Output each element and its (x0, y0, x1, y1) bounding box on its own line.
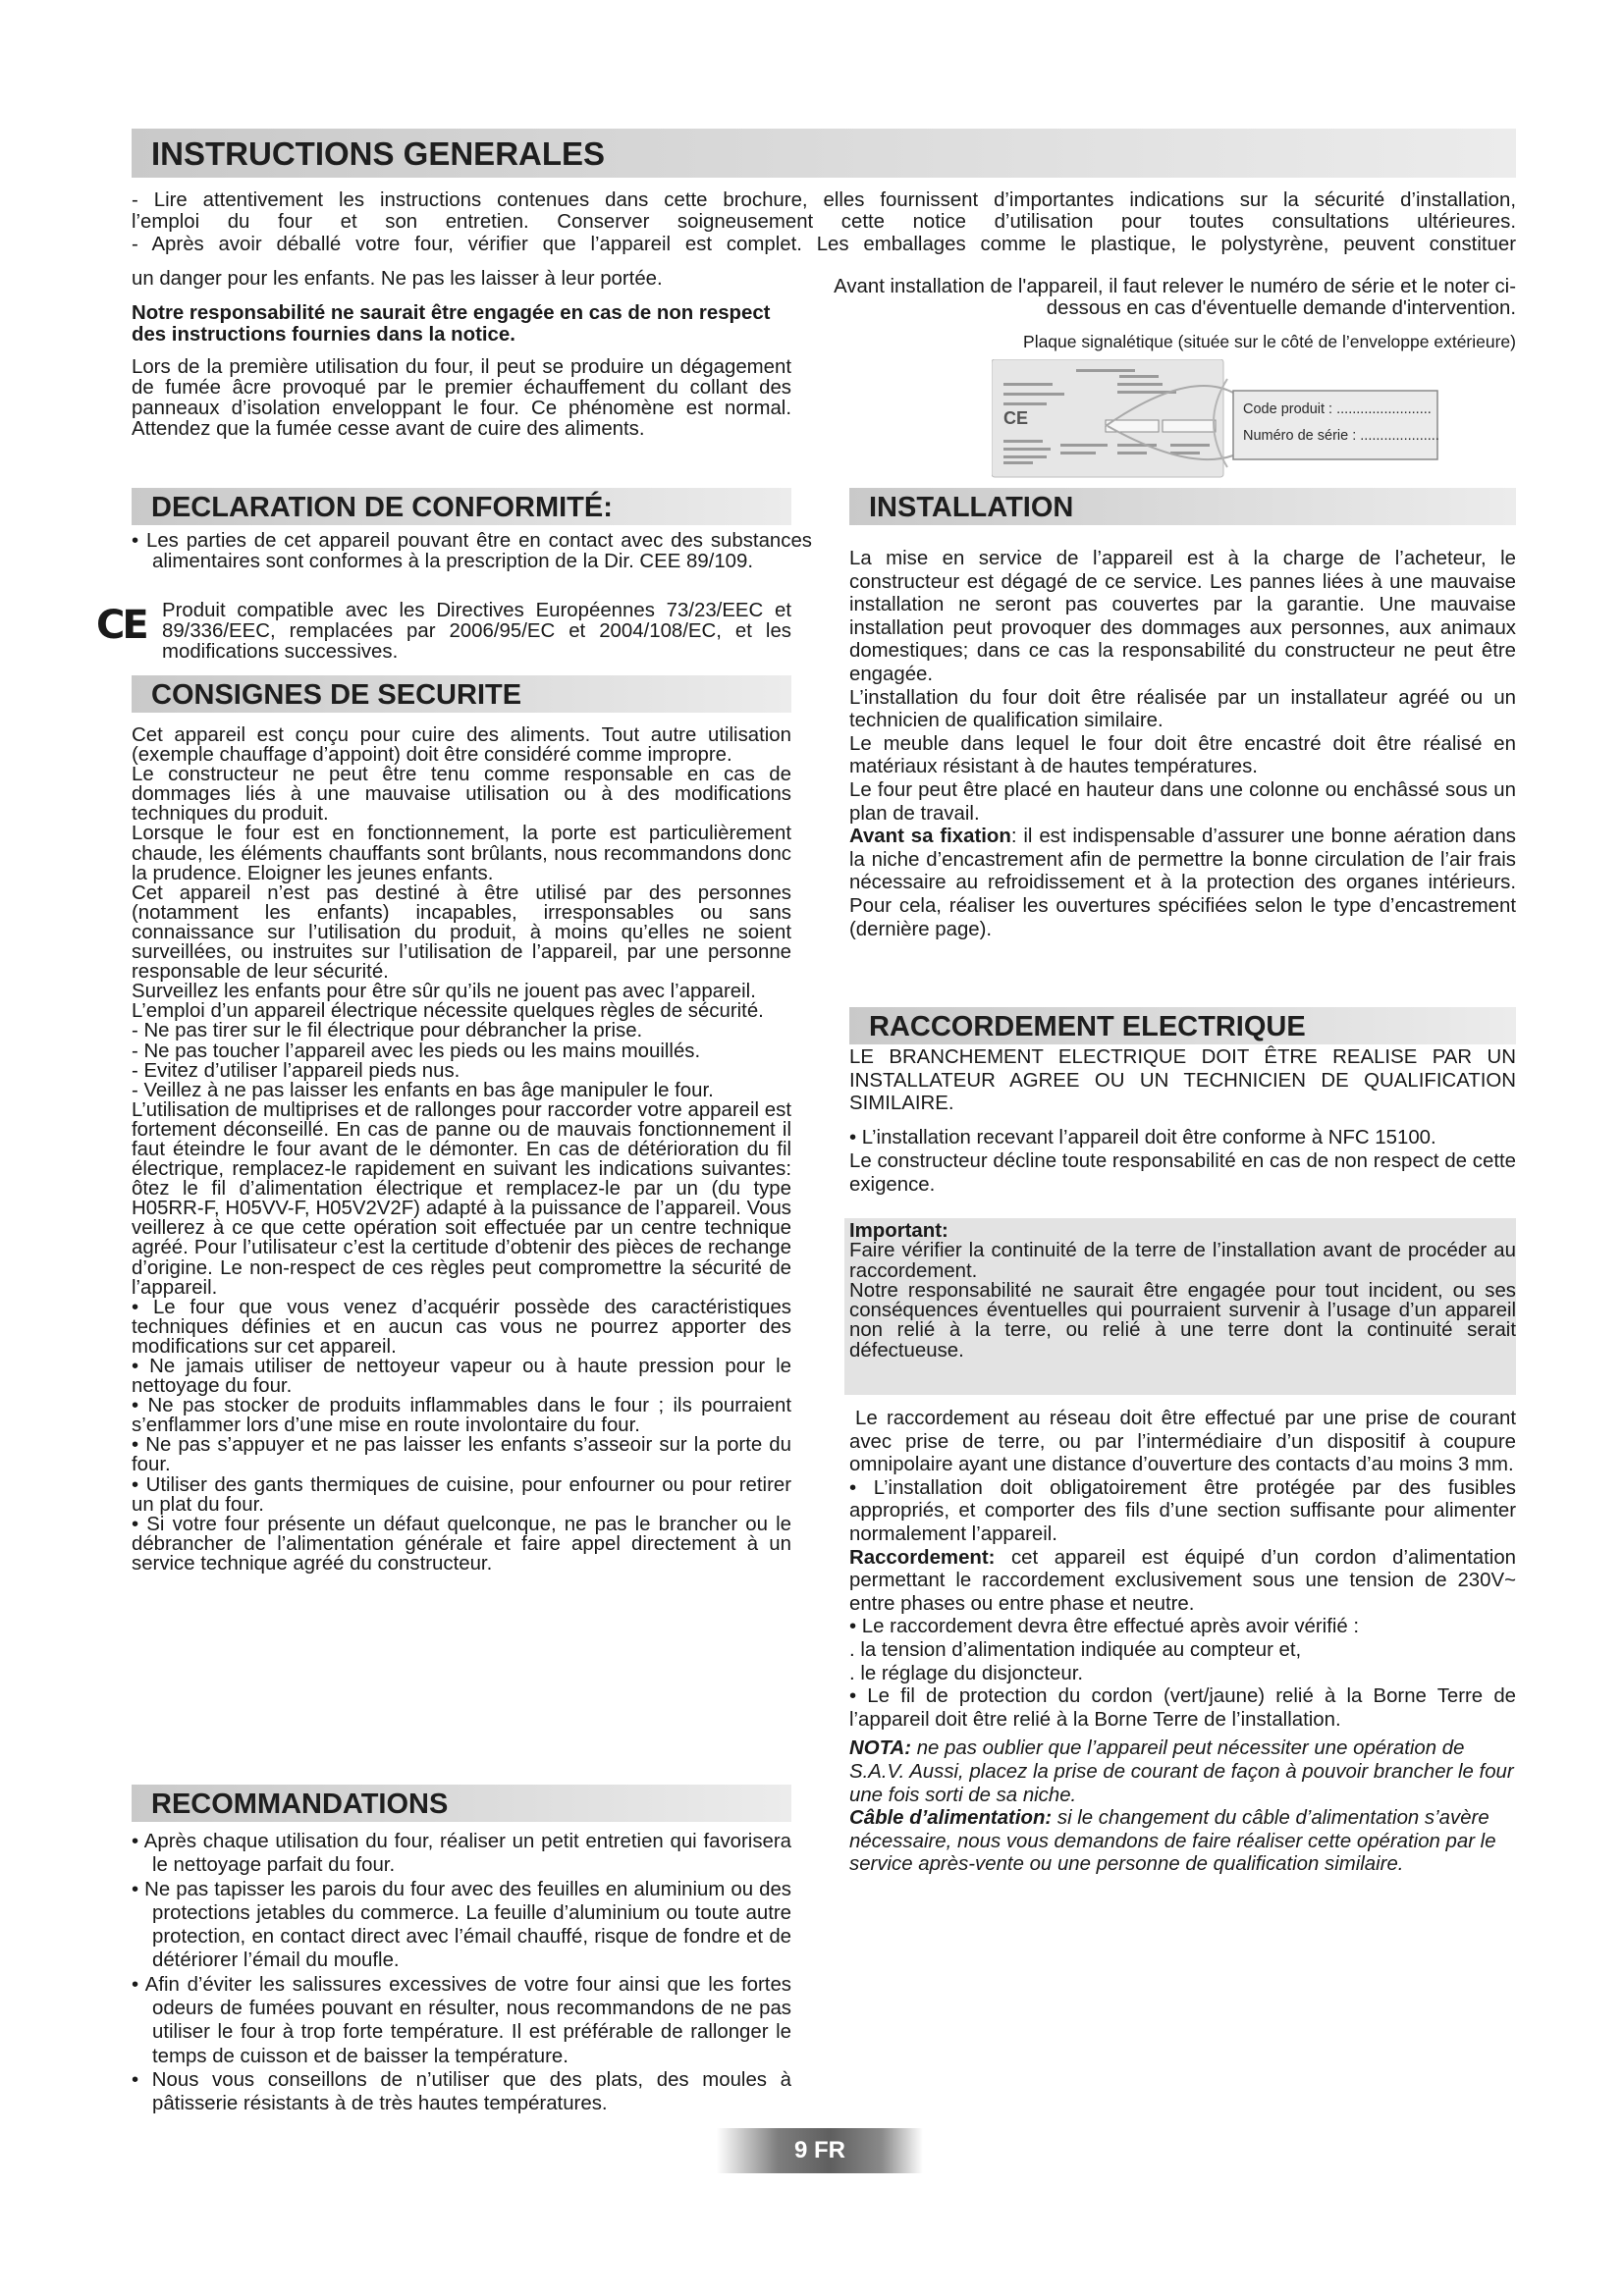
installation-p3: Le meuble dans lequel le four doit être encastré doit être réalisé en matériaux résistant à de hautes températures. (849, 732, 1516, 778)
safety-p1: Cet appareil est conçu pour cuire des aliments. Tout autre utilisation (exemple chauffage d’appoint) doit être considéré comme impropre. (132, 724, 791, 767)
electrical-cable-bold: Câble d’alimentation: (849, 1807, 1053, 1830)
electrical-verify-1: . la tension d’alimentation indiquée au compteur et, (849, 1638, 1302, 1661)
electrical-body (849, 1408, 1516, 1877)
section-header-safety: CONSIGNES DE SECURITE (132, 675, 791, 713)
installation-p1: La mise en service de l’appareil est à la charge de l’acheteur, le constructeur est dégagé de ce service. Les pannes liées à une mauvaise installation ne seront pas couvertes par la garantie. Une mauvaise installation peut provoquer des dommages aux personnes, aux animaux domestiques; dans ce cas la responsabilité du constructeur ne peut être engagée. (849, 548, 1516, 685)
general-intro-line3: - Après avoir déballé votre four, vérifier que l’appareil est complet. Les emballages comme le plastique, le polystyrène, peuvent constituer (132, 233, 1516, 255)
installation-p5-bold: Avant sa fixation (849, 826, 1011, 848)
plate-serial-label: Numéro de série : .................... (1243, 428, 1439, 444)
safety-p5: Surveillez les enfants pour être sûr qu’ils ne jouent pas avec l’appareil. (132, 981, 756, 1003)
safety-b6: • Si votre four présente un défaut quelconque, ne pas le brancher ou le débrancher de l’alimentation générale et faire appel directement à un service technique agréé du constructeur. (132, 1513, 791, 1575)
important-p2: Notre responsabilité ne saurait être engagée pour tout incident, ou ses conséquences éventuelles qui pourraient survenir à l’usage d’un appareil non relié à la terre, ou relié à une terre dont la continuité serait défectueuse. (849, 1279, 1516, 1362)
installation-p2: L’installation du four doit être réalisée par un installateur agréé ou un technicien de qualification similaire. (849, 686, 1516, 732)
plate-code-label: Code produit : ........................ (1243, 401, 1432, 417)
section-header-installation: INSTALLATION (849, 488, 1516, 525)
safety-b3: • Ne pas stocker de produits inflammables dans le four ; ils pourraient s’enflammer lors d’une mise en route involontaire du four. (132, 1395, 791, 1437)
section-header-general: INSTRUCTIONS GENERALES (132, 129, 1516, 178)
recommendation-1: • Après chaque utilisation du four, réaliser un petit entretien qui favorisera le nettoyage parfait du four. (132, 1831, 791, 1877)
rating-plate-svg (992, 359, 1439, 479)
important-title: Important: (849, 1220, 948, 1242)
electrical-cable-rest: si le changement du câble d’alimentation s’avère nécessaire, nous vous demandons de faire réaliser cette opération par le service après-vente ou une personne de qualification similaire. (849, 1807, 1496, 1876)
safety-d1: - Ne pas tirer sur le fil électrique pour débrancher la prise. (132, 1020, 643, 1042)
electrical-nota (849, 1737, 1516, 1807)
general-intro-line2: l’emploi du four et son entretien. Conserver soigneusement cette notice d’utilisation pour toutes consultations ultérieures. (132, 211, 1516, 234)
important-p1: Faire vérifier la continuité de la terre de l’installation avant de procéder au raccordement. (849, 1240, 1516, 1282)
section-header-recommendations: RECOMMANDATIONS (132, 1785, 791, 1822)
general-intro (132, 189, 1516, 255)
electrical-verify-2: . le réglage du disjoncteur. (849, 1662, 1084, 1684)
section-header-conformity: DECLARATION DE CONFORMITÉ: (132, 488, 791, 525)
installation-body (849, 548, 1516, 941)
plate-caption: Plaque signalétique (située sur le côté de l’enveloppe extérieure) (1023, 332, 1516, 351)
safety-p6: L’emploi d’un appareil électrique nécessite quelques règles de sécurité. (132, 1000, 764, 1023)
section-header-electrical: RACCORDEMENT ELECTRIQUE (849, 1007, 1516, 1044)
general-intro-line1: - Lire attentivement les instructions contenues dans cette brochure, elles fournissent d’importantes indications sur la sécurité d’installation, (132, 189, 1516, 211)
electrical-connection (849, 1547, 1516, 1617)
conformity-item-1: • Les parties de cet appareil pouvant être en contact avec des substances alimentaires sont conformes à la prescription de la Dir. CEE 89/109. (132, 530, 812, 572)
safety-p7: L’utilisation de multiprises et de rallonges pour raccorder votre appareil est fortement déconseillé. En cas de panne ou de mauvais fonctionnement il faut éteindre le four avant de le démonter. En cas de détérioration du fil électrique, remplacez-le rapidement en suivant les indications suivantes: ôtez le fil d’alimentation électrique et remplacez-le par un (du type H05RR-F, H05VV-F, H05V2V2F) adapté à la puissance de l’appareil. Vous veillerez à ce que cette opération soit effectuée par un centre technique agréé. Pour l’utilisateur c’est la certitude d’obtenir des pièces de rechange d’origine. Le non-respect de ces règles peut compromettre la sécurité de l’appareil. (132, 1098, 791, 1299)
electrical-connection-bold: Raccordement: (849, 1546, 996, 1569)
general-intro-line4: un danger pour les enfants. Ne pas les laisser à leur portée. (132, 268, 663, 290)
safety-b1: • Le four que vous venez d’acquérir possède des caractéristiques techniques définies et en aucun cas vous ne pourrez apporter des modifications sur cet appareil. (132, 1296, 791, 1358)
electrical-nota-bold: NOTA: (849, 1737, 912, 1760)
safety-b4: • Ne pas s’appuyer et ne pas laisser les enfants s’asseoir sur la porte du four. (132, 1434, 791, 1476)
safety-d4: - Veillez à ne pas laisser les enfants en bas âge manipuler le four. (132, 1079, 714, 1101)
safety-d3: - Evitez d’utiliser l’appareil pieds nus. (132, 1059, 460, 1082)
recommendation-2: • Ne pas tapisser les parois du four avec des feuilles en aluminium ou des protections jetables du commerce. La feuille d’aluminium ou toute autre protection, en contact direct avec l’émail chauffé, risque de fondre et de détériorer l’émail du moufle. (132, 1878, 791, 1972)
safety-p3: Lorsque le four est en fonctionnement, la porte est particulièrement chaude, les éléments chauffants sont brûlants, nous recommandons donc la prudence. Eloigner les jeunes enfants. (132, 823, 791, 884)
recommendations-body (132, 1830, 791, 2116)
installation-p5 (849, 826, 1516, 941)
responsibility-notice: Notre responsabilité ne saurait être engagée en cas de non respect des instructions fournies dans la notice. (132, 302, 771, 347)
important-content (849, 1221, 1516, 1361)
electrical-nota-rest: ne pas oublier que l’appareil peut nécessiter une opération de S.A.V. Aussi, placez la prise de courant de façon à pouvoir brancher le four une fois sorti de sa niche. (849, 1737, 1514, 1806)
ce-mark-icon: CE (96, 603, 146, 648)
electrical-connection-rest: cet appareil est équipé d’un cordon d’alimentation permettant le raccordement exclusivement sous une tension de 230V~ entre phases ou entre phase et neutre. (849, 1546, 1516, 1615)
safety-p4: Cet appareil n’est pas destiné à être utilisé par des personnes (notamment les enfants) incapables, irresponsables ou sans connaissance sur l’utilisation du produit, à moins qu’elles ne soient surveillées, ou instruites sur l’utilisation de l’appareil, par une personne responsable de leur sécurité. (132, 881, 791, 984)
first-use-paragraph: Lors de la première utilisation du four, il peut se produire un dégagement de fumée âcre provoqué par le premier échauffement du collant des panneaux d’isolation enveloppant le four. Ce phénomène est normal. Attendez que la fumée cesse avant de cuire des aliments. (132, 356, 791, 440)
conformity-item-2: Produit compatible avec les Directives Européennes 73/23/EEC et 89/336/EEC, remplacées par 2006/95/EC et 2004/108/EC, et les modifications successives. (162, 600, 791, 663)
safety-p2: Le constructeur ne peut être tenu comme responsable en cas de dommages liés à une mauvaise utilisation ou à des modifications techniques du produit. (132, 764, 791, 826)
safety-body (132, 725, 791, 1574)
installation-p4: Le four peut être placé en hauteur dans une colonne ou enchâssé sous un plan de travail. (849, 778, 1516, 825)
page-number: 9 FR (717, 2128, 923, 2173)
plate-ce-mark: CE (1003, 408, 1029, 428)
electrical-earth: • Le fil de protection du cordon (vert/jaune) relié à la Borne Terre de l’appareil doit être relié à la Borne Terre de l’installation. (849, 1685, 1516, 1731)
recommendation-4: • Nous vous conseillons de n’utiliser que des plats, des moules à pâtisserie résistants à de très hautes températures. (132, 2068, 791, 2115)
electrical-caps: LE BRANCHEMENT ELECTRIQUE DOIT ÊTRE REALISE PAR UN INSTALLATEUR AGREE OU UN TECHNICIEN DE QUALIFICATION SIMILAIRE. (849, 1046, 1516, 1114)
electrical-nfc: • L’installation recevant l’appareil doit être conforme à NFC 15100. (849, 1127, 1436, 1148)
electrical-p2: • L’installation doit obligatoirement être protégée par des fusibles appropriés, et comporter des fils d’une section suffisante pour alimenter normalement l’appareil. (849, 1476, 1516, 1545)
installation-p5-rest: : il est indispensable d’assurer une bonne aération dans la niche d’encastrement afin de permettre la bonne circulation de l’air frais nécessaire au refroidissement et à la protection des organes intérieurs. Pour cela, réaliser les ouvertures spécifiées selon le type d’encastrement (dernière page). (849, 826, 1516, 940)
serial-note: Avant installation de l'appareil, il faut relever le numéro de série et le noter ci-dessous en cas d'éventuelle demande d'intervention. (834, 276, 1516, 320)
electrical-verify: • Le raccordement devra être effectué après avoir vérifié : (849, 1616, 1360, 1638)
safety-b2: • Ne jamais utiliser de nettoyeur vapeur ou à haute pression pour le nettoyage du four. (132, 1356, 791, 1398)
electrical-p1: Le raccordement au réseau doit être effectué par une prise de courant avec prise de terre, ou par l’intermédiaire d’un dispositif à coupure omnipolaire ayant une distance d’ouverture des contacts d’au moins 3 mm. (849, 1408, 1516, 1476)
rating-plate-illustration (992, 359, 1439, 479)
electrical-cable (849, 1807, 1516, 1877)
electrical-decline: Le constructeur décline toute responsabilité en cas de non respect de cette exigence. (849, 1150, 1516, 1196)
safety-d2: - Ne pas toucher l’appareil avec les pieds ou les mains mouillés. (132, 1040, 701, 1062)
recommendation-3: • Afin d’éviter les salissures excessives de votre four ainsi que les fortes odeurs de fumées pouvant en résulter, nous recommandons de ne pas utiliser le four à trop forte température. Il est préférable de rallonger le temps de cuisson et de baisser la température. (132, 1973, 791, 2067)
safety-b5: • Utiliser des gants thermiques de cuisine, pour enfourner ou pour retirer un plat du four. (132, 1473, 791, 1516)
